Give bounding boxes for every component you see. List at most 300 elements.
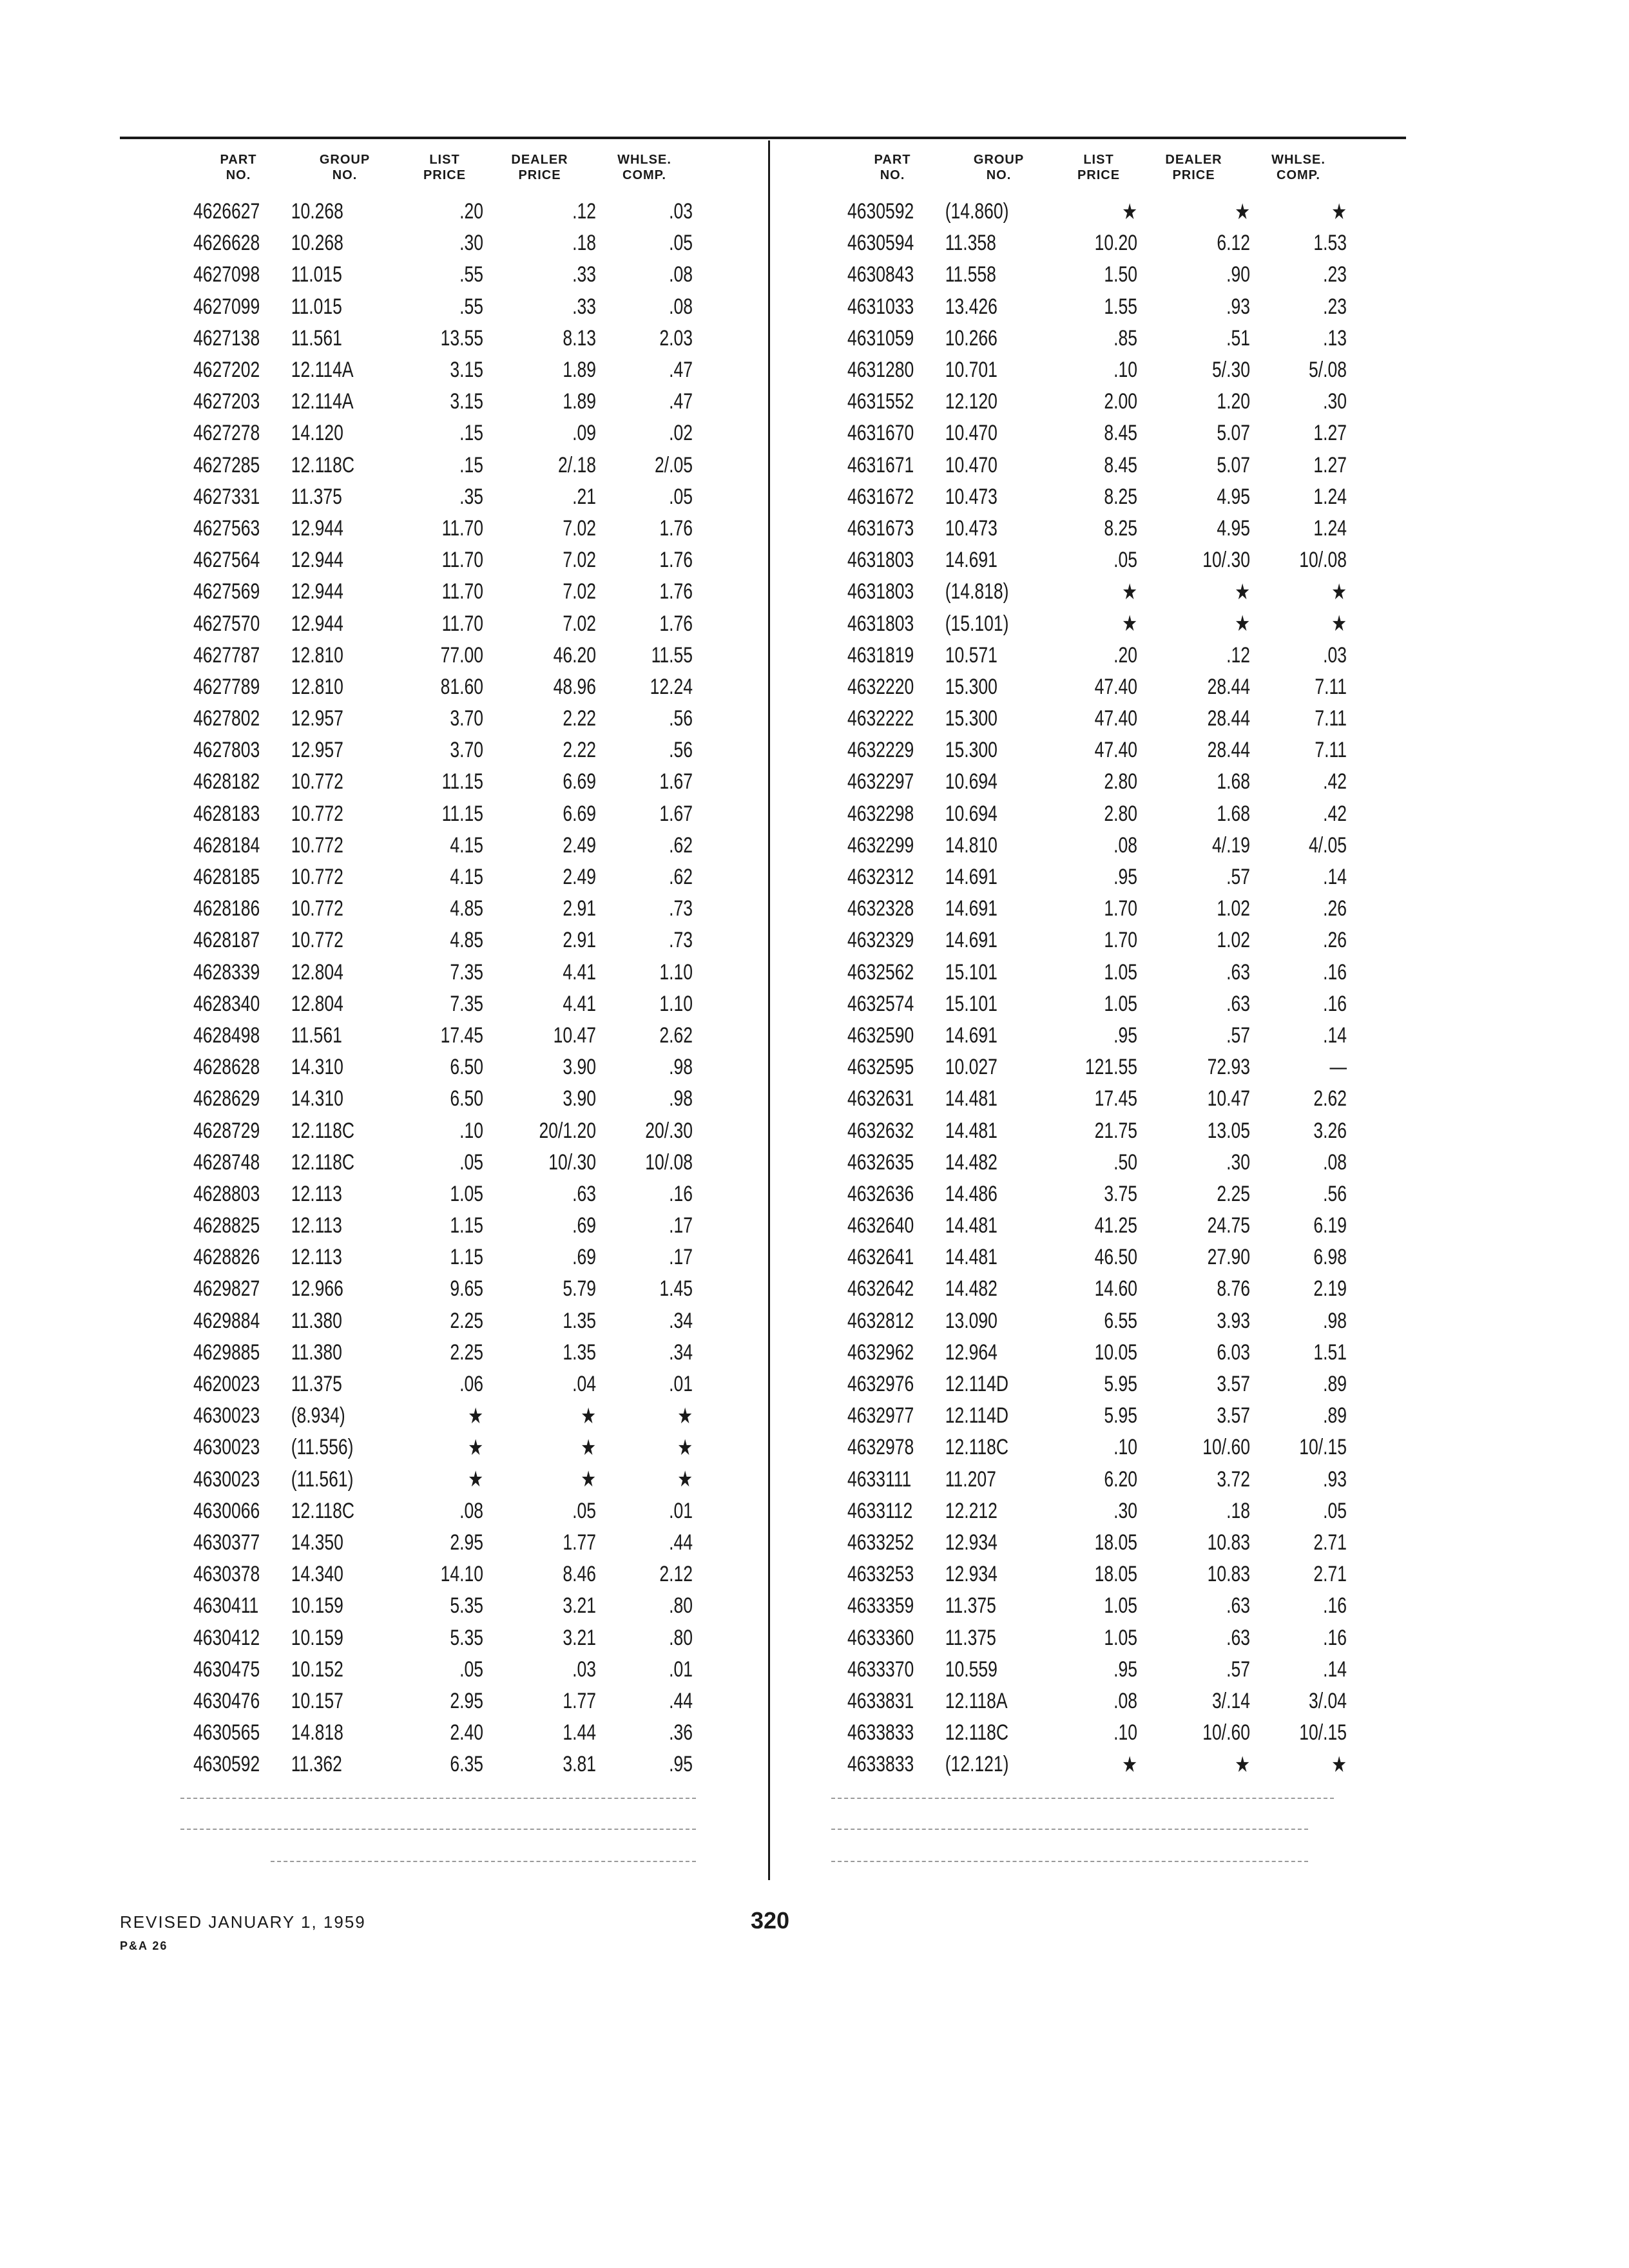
- table-row: [847, 1020, 1347, 1052]
- table-row: [847, 481, 1347, 513]
- group-number: 14.481: [945, 1086, 998, 1111]
- dealer-price: 5.07: [1217, 452, 1250, 477]
- part-number: 4627789: [193, 674, 260, 699]
- group-number: (14.860): [945, 199, 1009, 224]
- table-row: [193, 830, 693, 861]
- dealer-price: 2.49: [563, 832, 596, 858]
- group-number: (14.818): [945, 579, 1009, 604]
- table-row: [847, 1464, 1347, 1495]
- list-price: 2.80: [1104, 769, 1137, 794]
- dealer-price: 6.69: [563, 769, 596, 794]
- list-price: 11.70: [441, 579, 483, 604]
- list-price: 7.35: [450, 991, 483, 1016]
- whlse-comp: 12.24: [650, 674, 693, 699]
- part-number: 4630843: [847, 262, 914, 287]
- whlse-comp: .03: [1323, 642, 1347, 668]
- list-price: 2.95: [450, 1530, 483, 1555]
- list-price: .15: [459, 421, 483, 446]
- part-number: 4626627: [193, 199, 260, 224]
- part-number: 4633370: [847, 1657, 914, 1682]
- table-row: [193, 227, 693, 259]
- group-number: 10.159: [291, 1593, 343, 1619]
- part-number: 4633112: [847, 1498, 913, 1523]
- dealer-price: 3.21: [563, 1593, 596, 1619]
- part-number: 4631280: [847, 358, 914, 383]
- list-price: .06: [459, 1372, 483, 1397]
- part-number: 4632229: [847, 738, 914, 763]
- group-number: 10.159: [291, 1625, 343, 1650]
- list-price: .08: [459, 1498, 483, 1523]
- dealer-price: 6.69: [563, 801, 596, 826]
- group-number: 12.944: [291, 515, 343, 541]
- part-number: 4630023: [193, 1435, 260, 1460]
- table-row: [847, 1115, 1347, 1146]
- group-number: 14.481: [945, 1118, 998, 1143]
- dealer-price: 3.57: [1217, 1372, 1250, 1397]
- part-number: 4633360: [847, 1625, 914, 1650]
- list-price: 3.70: [450, 738, 483, 763]
- part-number: 4632595: [847, 1055, 914, 1080]
- group-number: (8.934): [291, 1403, 345, 1428]
- list-price: 1.05: [1104, 991, 1137, 1016]
- part-number: 4631672: [847, 484, 914, 509]
- whlse-comp: 2.12: [659, 1562, 693, 1587]
- list-price: 11.15: [441, 801, 483, 826]
- table-row: [193, 1305, 693, 1337]
- dealer-price: 1.77: [563, 1688, 596, 1713]
- part-number: 4627138: [193, 325, 260, 351]
- dealer-price: .30: [1226, 1149, 1250, 1175]
- dealer-price: .51: [1226, 325, 1250, 351]
- table-row: [193, 1527, 693, 1559]
- table-row: [847, 544, 1347, 576]
- group-number: 10.772: [291, 896, 343, 921]
- whlse-comp: .16: [1323, 1625, 1347, 1650]
- group-number: 12.964: [945, 1340, 998, 1365]
- group-number: 10.571: [945, 642, 998, 668]
- whlse-comp: .08: [669, 262, 693, 287]
- whlse-comp: 2.62: [1313, 1086, 1347, 1111]
- dealer-price: ★: [1235, 1752, 1250, 1777]
- group-number: 10.470: [945, 421, 998, 446]
- table-row: [193, 1115, 693, 1146]
- part-number: 4631671: [847, 452, 914, 477]
- table-row: [193, 957, 693, 988]
- part-number: 4630592: [847, 199, 914, 224]
- group-number: 10.559: [945, 1657, 998, 1682]
- group-number: 12.944: [291, 611, 343, 636]
- group-number: 10.473: [945, 515, 998, 541]
- dealer-price: .18: [1226, 1498, 1250, 1523]
- dealer-price: .12: [572, 199, 596, 224]
- dealer-price: ★: [581, 1403, 596, 1428]
- dealer-price: 1.44: [563, 1720, 596, 1745]
- part-number: 4627564: [193, 548, 260, 573]
- list-price: 3.70: [450, 706, 483, 731]
- list-price: .20: [1113, 642, 1137, 668]
- table-row: [847, 671, 1347, 703]
- group-number: (15.101): [945, 611, 1009, 636]
- list-price: 8.25: [1104, 484, 1137, 509]
- dealer-price: 1.68: [1217, 801, 1250, 826]
- header-list-price: LIST PRICE: [1077, 153, 1121, 182]
- whlse-comp: .47: [669, 389, 693, 414]
- part-number: 4628340: [193, 991, 260, 1016]
- dealer-price: 3.21: [563, 1625, 596, 1650]
- dealer-price: .05: [572, 1498, 596, 1523]
- whlse-comp: 2.19: [1313, 1276, 1347, 1302]
- table-row: [193, 1052, 693, 1083]
- part-number: 4629827: [193, 1276, 260, 1302]
- table-row: [193, 1273, 693, 1305]
- table-row: [847, 988, 1347, 1020]
- list-price: 5.35: [450, 1625, 483, 1650]
- dealer-price: 3.57: [1217, 1403, 1250, 1428]
- group-number: 14.818: [291, 1720, 343, 1745]
- group-number: 12.934: [945, 1562, 998, 1587]
- part-number: 4632329: [847, 928, 914, 953]
- part-number: 4632976: [847, 1372, 914, 1397]
- group-number: 11.380: [291, 1340, 342, 1365]
- dealer-price: 4.41: [563, 991, 596, 1016]
- part-number: 4630023: [193, 1466, 260, 1492]
- list-price: 1.05: [1104, 1625, 1137, 1650]
- dealer-price: 10/.30: [548, 1149, 596, 1175]
- list-price: .20: [459, 199, 483, 224]
- list-price: 2.95: [450, 1688, 483, 1713]
- whlse-comp: 10/.15: [1299, 1720, 1347, 1745]
- list-price: .50: [1113, 1149, 1137, 1175]
- group-number: 14.340: [291, 1562, 343, 1587]
- list-price: 1.70: [1104, 896, 1137, 921]
- whlse-comp: .93: [1323, 1466, 1347, 1492]
- dealer-price: 10/.30: [1202, 548, 1250, 573]
- part-number: 4632312: [847, 865, 914, 890]
- whlse-comp: 5/.08: [1309, 358, 1347, 383]
- part-number: 4630475: [193, 1657, 260, 1682]
- part-number: 4632562: [847, 959, 914, 985]
- dealer-price: 1.77: [563, 1530, 596, 1555]
- dealer-price: ★: [581, 1435, 596, 1460]
- part-number: 4633111: [847, 1466, 912, 1492]
- dealer-price: 4.95: [1217, 515, 1250, 541]
- group-number: 11.558: [945, 262, 996, 287]
- part-number: 4632574: [847, 991, 914, 1016]
- dealer-price: 10/.60: [1202, 1720, 1250, 1745]
- part-number: 4627563: [193, 515, 260, 541]
- table-row: [193, 418, 693, 449]
- group-number: 11.375: [945, 1625, 996, 1650]
- part-number: 4632220: [847, 674, 914, 699]
- list-price: 11.70: [441, 548, 483, 573]
- group-number: 12.114A: [291, 358, 354, 383]
- whlse-comp: 1.67: [659, 769, 693, 794]
- whlse-comp: ★: [1331, 1752, 1347, 1777]
- group-number: 14.120: [291, 421, 343, 446]
- part-number: 4627098: [193, 262, 260, 287]
- dealer-price: 2.91: [563, 896, 596, 921]
- part-number: 4628185: [193, 865, 260, 890]
- table-row: [847, 576, 1347, 608]
- whlse-comp: .16: [1323, 991, 1347, 1016]
- whlse-comp: 1.10: [659, 991, 693, 1016]
- list-price: 2.25: [450, 1308, 483, 1333]
- part-number: 4633253: [847, 1562, 914, 1587]
- group-number: 10.772: [291, 832, 343, 858]
- list-price: ★: [1122, 1752, 1137, 1777]
- table-row: [193, 671, 693, 703]
- part-number: 4626628: [193, 231, 260, 256]
- table-row: [193, 1083, 693, 1115]
- dealer-price: 2.22: [563, 738, 596, 763]
- whlse-comp: 1.76: [659, 611, 693, 636]
- whlse-comp: 1.53: [1313, 231, 1347, 256]
- table-row: [847, 703, 1347, 735]
- list-price: 11.70: [441, 515, 483, 541]
- group-number: 10.268: [291, 231, 343, 256]
- whlse-comp: .95: [669, 1752, 693, 1777]
- group-number: 12.957: [291, 738, 343, 763]
- part-number: 4628729: [193, 1118, 260, 1143]
- table-row: [193, 481, 693, 513]
- list-price: .10: [1113, 358, 1137, 383]
- table-row: [847, 1083, 1347, 1115]
- list-price: 4.85: [450, 896, 483, 921]
- header-group-no: GROUP NO.: [973, 153, 1025, 182]
- whlse-comp: .73: [669, 896, 693, 921]
- blank-entry-line: [271, 1861, 696, 1863]
- whlse-comp: .73: [669, 928, 693, 953]
- header-part-no: PART NO.: [220, 153, 257, 182]
- part-number: 4628629: [193, 1086, 260, 1111]
- header-group-no: GROUP NO.: [319, 153, 371, 182]
- dealer-price: .57: [1226, 865, 1250, 890]
- group-number: 10.772: [291, 928, 343, 953]
- dealer-price: 10.83: [1207, 1562, 1250, 1587]
- dealer-price: .04: [572, 1372, 596, 1397]
- whlse-comp: 6.98: [1313, 1245, 1347, 1270]
- part-number: 4620023: [193, 1372, 260, 1397]
- part-number: 4628182: [193, 769, 260, 794]
- list-price: 46.50: [1094, 1245, 1137, 1270]
- list-price: 1.05: [450, 1181, 483, 1206]
- whlse-comp: ★: [677, 1403, 693, 1428]
- part-number: 4632328: [847, 896, 914, 921]
- whlse-comp: —: [1329, 1055, 1347, 1080]
- group-number: 10.152: [291, 1657, 343, 1682]
- dealer-price: 48.96: [553, 674, 596, 699]
- dealer-price: 1.89: [563, 358, 596, 383]
- table-row: [193, 1400, 693, 1432]
- dealer-price: .03: [572, 1657, 596, 1682]
- list-price: .30: [1113, 1498, 1137, 1523]
- group-number: 10.266: [945, 325, 998, 351]
- part-number: 4630377: [193, 1530, 260, 1555]
- table-row: [847, 1400, 1347, 1432]
- page-number: 320: [751, 1907, 790, 1934]
- table-row: [847, 735, 1347, 766]
- left-header: [193, 152, 693, 189]
- dealer-price: 3.72: [1217, 1466, 1250, 1492]
- blank-entry-line: [831, 1798, 1334, 1800]
- part-number: 4628826: [193, 1245, 260, 1270]
- whlse-comp: .98: [1323, 1308, 1347, 1333]
- whlse-comp: .34: [669, 1340, 693, 1365]
- table-row: [847, 957, 1347, 988]
- list-price: 11.70: [441, 611, 483, 636]
- whlse-comp: .26: [1323, 928, 1347, 953]
- table-row: [193, 354, 693, 386]
- table-row: [847, 513, 1347, 544]
- list-price: 3.15: [450, 389, 483, 414]
- part-number: 4627331: [193, 484, 260, 509]
- dealer-price: 3.90: [563, 1086, 596, 1111]
- dealer-price: .12: [1226, 642, 1250, 668]
- whlse-comp: .05: [669, 231, 693, 256]
- whlse-comp: 1.67: [659, 801, 693, 826]
- part-number: 4628825: [193, 1213, 260, 1238]
- list-price: 18.05: [1094, 1530, 1137, 1555]
- table-row: [847, 861, 1347, 893]
- list-price: .08: [1113, 832, 1137, 858]
- whlse-comp: 7.11: [1315, 738, 1347, 763]
- whlse-comp: .02: [669, 421, 693, 446]
- group-number: 12.804: [291, 959, 343, 985]
- group-number: 14.310: [291, 1086, 343, 1111]
- whlse-comp: 2.62: [659, 1023, 693, 1048]
- table-row: [193, 640, 693, 671]
- table-row: [193, 703, 693, 735]
- whlse-comp: .14: [1323, 865, 1347, 890]
- table-row: [193, 576, 693, 608]
- whlse-comp: 20/.30: [645, 1118, 693, 1143]
- list-price: 13.55: [440, 325, 483, 351]
- table-row: [847, 1654, 1347, 1686]
- table-row: [193, 1178, 693, 1210]
- list-price: .08: [1113, 1688, 1137, 1713]
- group-number: (12.121): [945, 1752, 1009, 1777]
- list-price: .05: [1113, 548, 1137, 573]
- whlse-comp: 2.71: [1313, 1530, 1347, 1555]
- group-number: 12.120: [945, 389, 998, 414]
- group-number: 12.810: [291, 674, 343, 699]
- whlse-comp: 2.03: [659, 325, 693, 351]
- list-price: 6.55: [1104, 1308, 1137, 1333]
- list-price: ★: [1122, 579, 1137, 604]
- group-number: 10.772: [291, 865, 343, 890]
- part-number: 4631803: [847, 611, 914, 636]
- whlse-comp: .42: [1323, 801, 1347, 826]
- dealer-price: .18: [572, 231, 596, 256]
- part-number: 4632641: [847, 1245, 914, 1270]
- blank-entry-line: [831, 1861, 1308, 1863]
- dealer-price: 13.05: [1207, 1118, 1250, 1143]
- table-row: [193, 988, 693, 1020]
- group-number: 14.482: [945, 1149, 998, 1175]
- table-row: [193, 1464, 693, 1495]
- part-number: 4633359: [847, 1593, 914, 1619]
- whlse-comp: .62: [669, 865, 693, 890]
- dealer-price: 2.49: [563, 865, 596, 890]
- group-number: 11.561: [291, 325, 342, 351]
- whlse-comp: .44: [669, 1530, 693, 1555]
- group-number: 12.114D: [945, 1403, 1009, 1428]
- dealer-price: .09: [572, 421, 596, 446]
- whlse-comp: 6.19: [1313, 1213, 1347, 1238]
- dealer-price: .57: [1226, 1657, 1250, 1682]
- whlse-comp: .16: [1323, 959, 1347, 985]
- table-row: [193, 1749, 693, 1780]
- list-price: 7.35: [450, 959, 483, 985]
- whlse-comp: .89: [1323, 1403, 1347, 1428]
- list-price: 1.15: [450, 1245, 483, 1270]
- dealer-price: .69: [572, 1245, 596, 1270]
- dealer-price: .93: [1226, 294, 1250, 319]
- table-row: [193, 1242, 693, 1273]
- part-number: 4627285: [193, 452, 260, 477]
- list-price: 47.40: [1094, 674, 1137, 699]
- group-number: 12.966: [291, 1276, 343, 1302]
- list-price: 3.75: [1104, 1181, 1137, 1206]
- dealer-price: 5/.30: [1212, 358, 1250, 383]
- part-number: 4632222: [847, 706, 914, 731]
- list-price: .95: [1113, 1023, 1137, 1048]
- group-number: 14.691: [945, 1023, 998, 1048]
- dealer-price: .69: [572, 1213, 596, 1238]
- group-number: 12.114D: [945, 1372, 1009, 1397]
- part-number: 4633831: [847, 1688, 914, 1713]
- dealer-price: 28.44: [1207, 738, 1250, 763]
- part-number: 4632632: [847, 1118, 914, 1143]
- dealer-price: 4/.19: [1212, 832, 1250, 858]
- list-price: 18.05: [1094, 1562, 1137, 1587]
- table-row: [193, 1020, 693, 1052]
- table-row: [193, 925, 693, 956]
- list-price: ★: [468, 1403, 483, 1428]
- group-number: 11.380: [291, 1308, 342, 1333]
- whlse-comp: .08: [1323, 1149, 1347, 1175]
- whlse-comp: .56: [1323, 1181, 1347, 1206]
- whlse-comp: 1.45: [659, 1276, 693, 1302]
- part-number: 4630023: [193, 1403, 260, 1428]
- dealer-price: .33: [572, 294, 596, 319]
- group-number: 15.101: [945, 959, 998, 985]
- table-row: [847, 766, 1347, 798]
- table-row: [847, 386, 1347, 418]
- whlse-comp: .34: [669, 1308, 693, 1333]
- part-number: 4630594: [847, 231, 914, 256]
- group-number: 10.772: [291, 769, 343, 794]
- group-number: 12.944: [291, 548, 343, 573]
- list-price: 5.95: [1104, 1403, 1137, 1428]
- table-row: [847, 1527, 1347, 1559]
- list-price: .10: [1113, 1720, 1137, 1745]
- dealer-price: 2.91: [563, 928, 596, 953]
- dealer-price: .63: [572, 1181, 596, 1206]
- table-row: [847, 1337, 1347, 1369]
- table-row: [193, 1369, 693, 1400]
- whlse-comp: .01: [669, 1498, 693, 1523]
- group-number: 12.804: [291, 991, 343, 1016]
- whlse-comp: .05: [669, 484, 693, 509]
- group-number: 12.113: [291, 1245, 342, 1270]
- table-row: [847, 1305, 1347, 1337]
- part-number: 4628184: [193, 832, 260, 858]
- list-price: 1.70: [1104, 928, 1137, 953]
- table-row: [847, 354, 1347, 386]
- table-row: [847, 1178, 1347, 1210]
- whlse-comp: 1.76: [659, 515, 693, 541]
